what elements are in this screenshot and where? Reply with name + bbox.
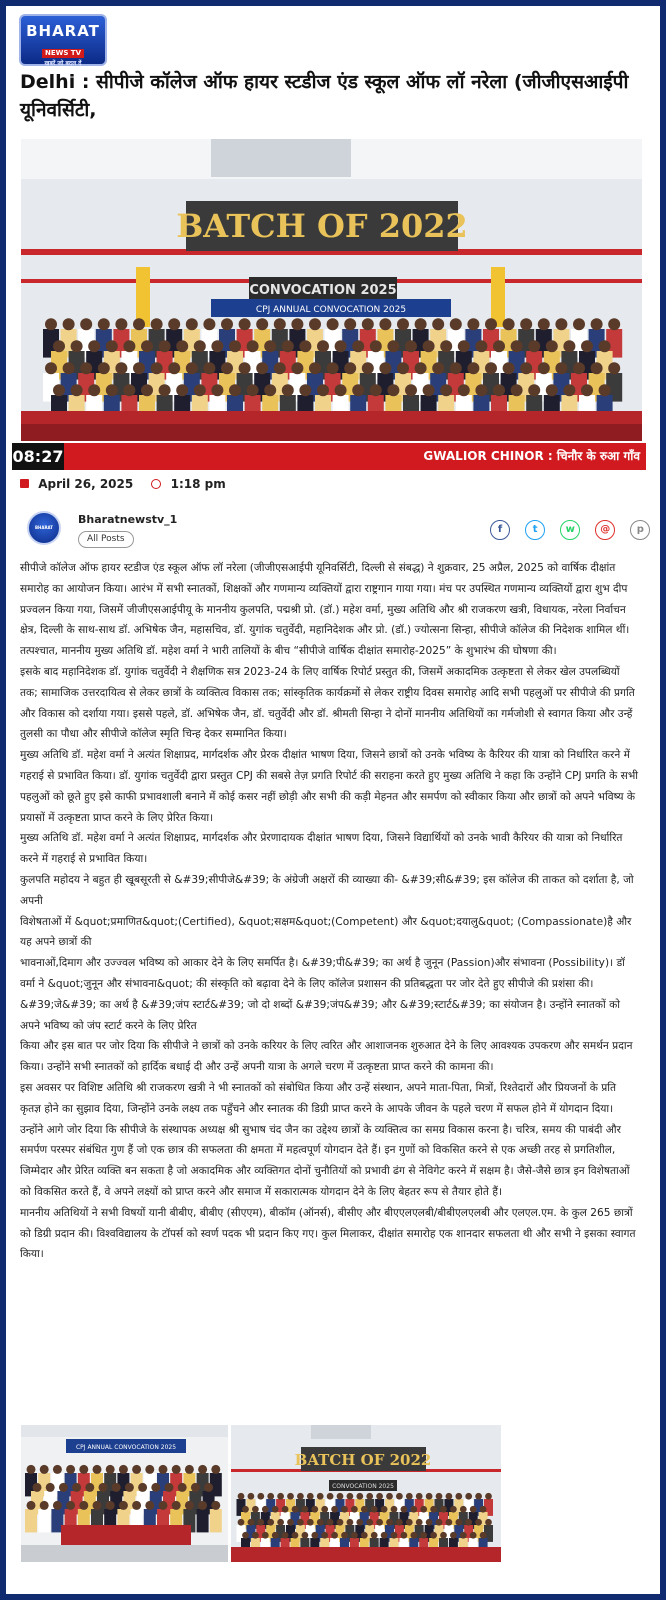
gallery-image-2[interactable]: [231, 1425, 501, 1562]
paragraph: किया और इस बात पर जोर दिया कि सीपीजे ने छात्रों को उनके करियर के लिए त्वरित और आशाजनक शुरुआत देने के लिए आवश्यक उपकरण और समर्थन प्रदान किया। उन्होंने सभी स्नातकों को हार्दिक बधाई दी और उन्हें अपनी यात्रा के अगले चरण में उत्कृष्टता प्राप्त करने की कामना की।: [20, 1040, 633, 1074]
hero-backdrop-text: CPJ ANNUAL CONVOCATION 2025: [255, 305, 407, 315]
post-meta: [20, 475, 226, 492]
paragraph: मुख्य अतिथि डॉ. महेश वर्मा ने अत्यंत शिक्षाप्रद, मार्गदर्शक और प्रेरणादायक दीक्षांत भाषण दिया, जिसने विद्यार्थियों को उनके भावी कैरियर की यात्रा को निर्धारित करने में गहराई से प्रभावित किया।: [20, 832, 623, 866]
hero-banner-text: BATCH OF 2022: [176, 207, 468, 245]
hero-stage-text: CONVOCATION 2025: [249, 283, 397, 298]
logo-sub: NEWS TV: [42, 49, 84, 58]
gallery-banner-1: CPJ ANNUAL CONVOCATION 2025: [75, 1444, 177, 1451]
paragraph: इस अवसर पर विशिष्ट अतिथि श्री राजकरण खत्री ने भी स्नातकों को संबोधित किया और उन्हें संस्थान, अपने माता-पिता, मित्रों, रिश्तेदारों और प्रियजनों के प्रति कृतज्ञ होने का सुझाव दिया, जिन्होंने उनके लक्ष्य तक पहुँचने और स्नातक की डिग्री प्राप्त करने के आपके जीवन के पहले चरण में सफल होने में योगदान दिया। उन्होंने आगे जोर दिया कि सीपीजे के संस्थापक अध्यक्ष श्री सुभाष चंद जैन का उद्देश्य छात्रों के व्यक्तित्व का समग्र विकास करना है। चरित्र, समय की पाबंदी और समर्पण परस्पर संबंधित गुण हैं जो एक छात्र की सफलता की क्षमता में महत्वपूर्ण योगदान देते हैं। इन गुणों को विकसित करने से एक अच्छी तरह से प्रगतिशील, जिम्मेदार और प्रेरित व्यक्ति बन सकता है जो अकादमिक और व्यक्तिगत दोनों चुनौतियों को प्रभावी ढंग से नेविगेट करने में सक्षम है। जैसे-जैसे छात्र इन विशेषताओं को विकसित करते हैं, वे अपने लक्ष्यों को प्राप्त करने और समाज में सकारात्मक योगदान देने के लिए बेहतर रूप से तैयार होते हैं।: [20, 1081, 630, 1198]
post-date: April 26, 2025: [38, 476, 134, 491]
author-avatar[interactable]: [27, 511, 61, 560]
gallery-photo-2: [231, 1425, 501, 1562]
paragraph: इसके बाद महानिदेशक डॉ. युगांक चतुर्वेदी ने शैक्षणिक सत्र 2023-24 के लिए वार्षिक रिपोर्ट प्रस्तुत की, जिसमें अकादमिक उत्कृष्टता से लेकर खेल उपलब्धियों तक; सामाजिक उत्तरदायित्व से लेकर छात्रों के व्यक्तित्व विकास तक; सांस्कृतिक कार्यक्रमों से लेकर राष्ट्रीय दिवस समारोह आदि सभी पहलुओं पर सीपीजे की प्रगति और विकास को दर्शाया गया। इससे पहले, डॉ. अभिषेक जैन, डॉ. चतुर्वेदी और डॉ. श्रीमती सिन्हा ने दोनों माननीय अतिथियों का गर्मजोशी से स्वागत किया और उन्हें तुलसी का पौधा और सीपीजे कॉलेज स्मृति चिन्ह देकर सम्मानित किया।: [20, 665, 635, 741]
paragraph: भावनाओं,दिमाग और उज्ज्वल भविष्य को आकार देने के लिए समर्पित है। &#39;पी&#39; का अर्थ है जुनून (Passion)और संभावना (Possibility)। डॉ वर्मा ने &quot;जुनून और संभावना&quot; की संस्कृति को बढ़ावा देने के लिए कॉलेज प्रशासन की प्रतिबद्धता पर जोर देते हुए सीपीजे की प्रशंसा की।: [20, 957, 625, 990]
gallery-image-1[interactable]: [21, 1425, 228, 1562]
news-ticker: [12, 443, 646, 470]
share-bar: [490, 519, 660, 540]
paragraph: विशेषताओं में &quot;प्रमाणित&quot;(Certified), &quot;सक्षम&quot;(Competent) और &quot;दयालु&quot; (Compassionate)है और यह अपने छात्रों की: [20, 915, 632, 949]
article-headline: Delhi : सीपीजे कॉलेज ऑफ हायर स्टडीज एंड स्कूल ऑफ लॉ नरेला (जीजीएसआईपी यूनिवर्सिटी,: [20, 71, 629, 121]
hero-photo-illustration: [21, 139, 642, 441]
paragraph: माननीय अतिथियों ने सभी विषयों यानी बीबीए, बीबीए (सीएएम), बीकॉम (ऑनर्स), बीसीए और बीएएलएलबी/बीबीएलएलबी और एलएल.एम. के कुल 265 छात्रों को डिग्री प्रदान की। विश्वविद्यालय के टॉपर्स को स्वर्ण पदक भी प्रदान किए गए। कुल मिलाकर, दीक्षांत समारोह एक शानदार सफलता थी और सभी ने इसका स्वागत किया।: [20, 1206, 636, 1261]
all-posts-button[interactable]: All Posts: [78, 531, 134, 548]
gallery-banner-2: BATCH OF 2022: [294, 1451, 432, 1469]
avatar-text: BHARAT NEWS TV: [33, 525, 55, 560]
logo-tagline: खबरें जो बदल दें: [44, 60, 82, 67]
post-time: 1:18 pm: [170, 476, 226, 491]
paragraph: &#39;जे&#39; का अर्थ है &#39;जंप स्टार्ट&#39; जो दो शब्दों &#39;जंप&#39; और &#39;स्टार्ट&#39; का संयोजन है। उन्होंने स्नातकों को अपने भविष्य को जंप स्टार्ट करने के लिए प्रेरित: [20, 998, 621, 1032]
gallery-stage-2: CONVOCATION 2025: [332, 1483, 394, 1490]
twitter-share-icon[interactable]: t: [525, 520, 545, 540]
whatsapp-share-icon[interactable]: w: [560, 520, 580, 540]
paragraph: सीपीजे कॉलेज ऑफ हायर स्टडीज एंड स्कूल ऑफ लॉ नरेला (जीजीएसआईपी यूनिवर्सिटी, दिल्ली से संबद्ध) ने शुक्रवार, 25 अप्रैल, 2025 को वार्षिक दीक्षांत समारोह का आयोजन किया। आरंभ में सभी स्नातकों, शिक्षकों और गणमान्य व्यक्तियों द्वारा राष्ट्रगान गाया गया। मंच पर उपस्थित गणमान्य व्यक्तियों द्वारा शुभ दीप प्रज्वलन किया गया, जिसमें जीजीएसआईपीयू के माननीय कुलपति, पद्मश्री प्रो. (डॉ.) महेश वर्मा, मुख्य अतिथि और श्री राजकरण खत्री, विधायक, नरेला निर्वाचन क्षेत्र, दिल्ली के साथ-साथ डॉ. अभिषेक जैन, महासचिव, डॉ. युगांक चतुर्वेदी, महानिदेशक और प्रो. (डॉ.) ज्योत्सना सिन्हा, सीपीजे कॉलेज की निदेशक शामिल थीं।: [20, 562, 630, 637]
article-body: [20, 558, 638, 1265]
facebook-share-icon[interactable]: f: [490, 520, 510, 540]
site-logo[interactable]: [19, 14, 107, 66]
paragraph: कुलपति महोदय ने बहुत ही खूबसूरती से &#39;सीपीजे&#39; के अंग्रेजी अक्षरों की व्याख्या की- &#39;सी&#39; इस कॉलेज की ताकत को दर्शाता है, जो अपनी: [20, 873, 634, 907]
paragraph: तत्पश्चात, माननीय मुख्य अतिथि डॉ. महेश वर्मा ने भारी तालियों के बीच “सीपीजे वार्षिक दीक्षांत समारोह-2025” के शुभारंभ की घोषणा की।: [20, 645, 557, 658]
print-icon[interactable]: p: [630, 520, 650, 540]
ticker-headline[interactable]: GWALIOR CHINOR : चिनौर के रुआ गाँव: [423, 449, 640, 463]
logo-name: BHARAT: [26, 22, 100, 40]
hero-image: [21, 139, 642, 441]
ticker-clock: 08:27: [12, 443, 64, 470]
clock-icon: [151, 479, 161, 489]
paragraph: मुख्य अतिथि डॉ. महेश वर्मा ने अत्यंत शिक्षाप्रद, मार्गदर्शक और प्रेरक दीक्षांत भाषण दिया, जिसने छात्रों को उनके भविष्य के कैरियर की यात्रा को निर्धारित करने में गहराई से प्रभावित किया। डॉ. युगांक चतुर्वेदी द्वारा प्रस्तुत CPJ की सबसे तेज़ प्रगति रिपोर्ट की सराहना करते हुए मुख्य अतिथि ने कहा कि उन्होंने CPJ प्रगति के सभी पहलुओं को छूते हुए इसे काफी प्रभावशाली बनाने में कोई कसर नहीं छोड़ी और सभी की कड़ी मेहनत और समर्पण को स्वीकार किया और छात्रों को अपने भविष्य के प्रयासों में उत्कृष्टता प्राप्त करने के लिए प्रेरित किया।: [20, 749, 639, 824]
gallery-photo-1: [21, 1425, 228, 1562]
calendar-icon: [20, 479, 29, 488]
author-name[interactable]: Bharatnewstv_1: [78, 513, 178, 526]
email-share-icon[interactable]: @: [595, 520, 615, 540]
